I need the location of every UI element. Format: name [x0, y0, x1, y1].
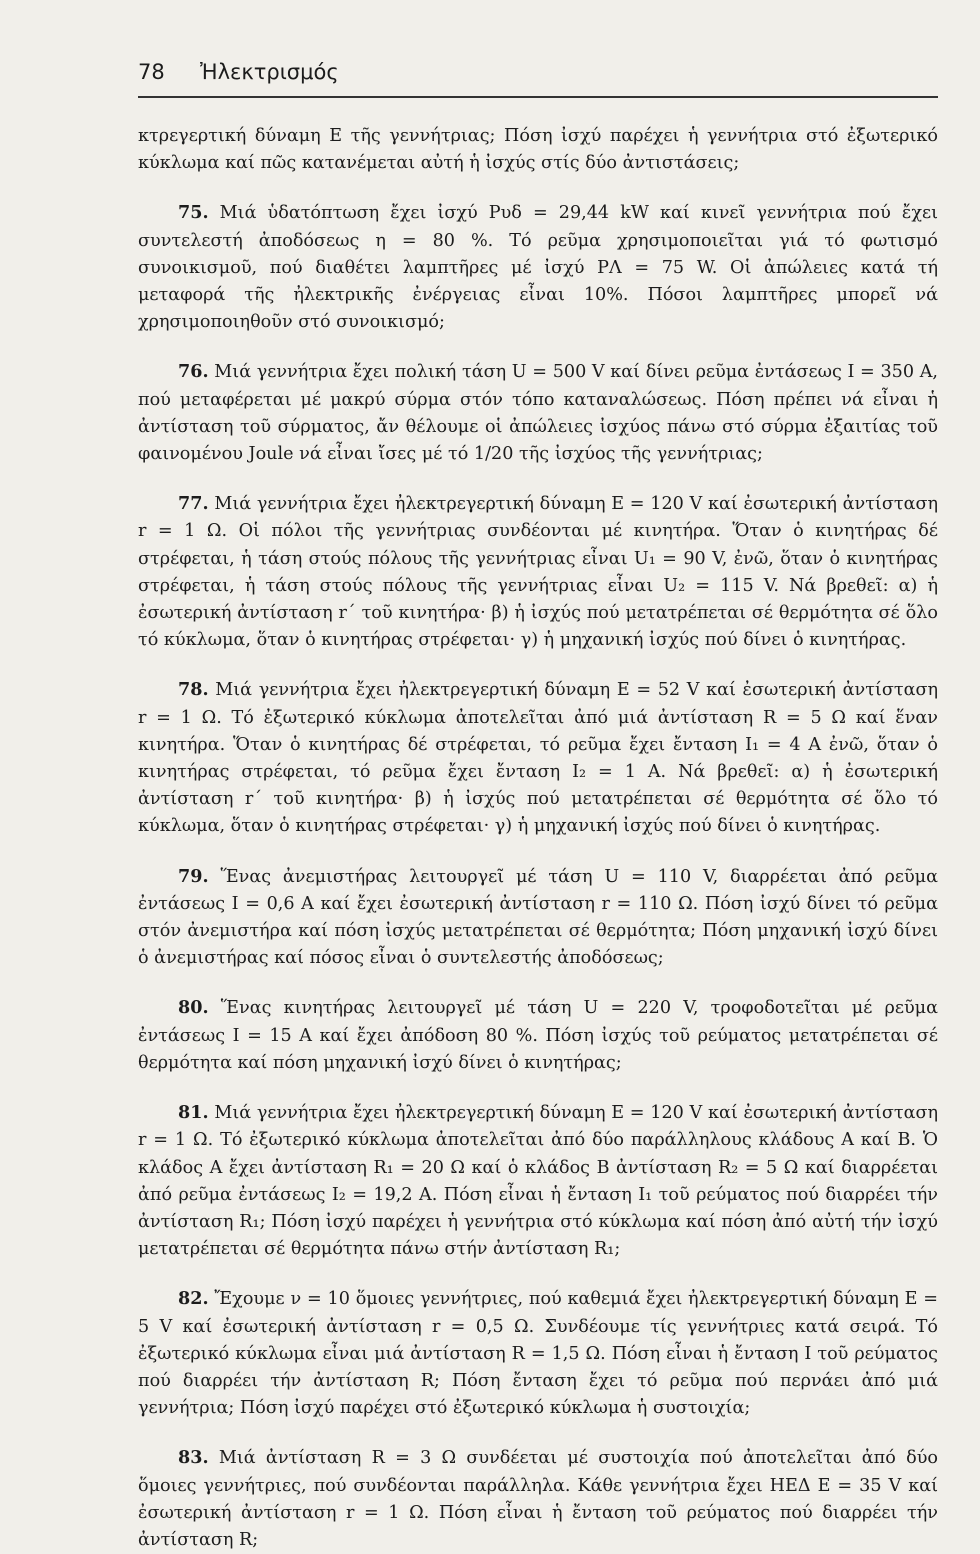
- problem-78: [138, 676, 938, 840]
- problem-82: [138, 1285, 938, 1422]
- header-rule: [138, 96, 938, 98]
- problem-number: 78.: [178, 679, 209, 701]
- problem-81: [138, 1099, 938, 1263]
- problem-number: 82.: [178, 1288, 209, 1310]
- problem-83: [138, 1444, 938, 1554]
- problem-79: [138, 863, 938, 973]
- problem-number: 77.: [178, 493, 209, 515]
- problem-text: Μιά γεννήτρια ἔχει ἠλεκτρεγερτική δύναμη Ε = 52 V καί ἐσωτερική ἀντίσταση r = 1 Ω. Τό ἐξωτερικό κύκλωμα ἀποτελεῖται ἀπό μιά ἀντίσταση R = 5 Ω καί ἕναν κινητήρα. Ὅταν ὁ κινητήρας δέ στρέφεται, τό ρεῦμα ἔχει ἔνταση I₁ = 4 A ἐνῶ, ὅταν ὁ κινητήρας στρέφεται, τό ρεῦμα ἔχει ἔνταση I₂ = 1 A. Νά βρεθεῖ: α) ἡ ἐσωτερική ἀντίσταση r΄ τοῦ κινητήρα· β) ἡ ἰσχύς πού μετατρέπεται σέ θερμότητα σέ ὅλο τό κύκλωμα, ὅταν ὁ κινητήρας στρέφεται· γ) ἡ μηχανική ἰσχύς πού δίνει ὁ κινητήρας.: [138, 680, 939, 837]
- problem-number: 83.: [178, 1447, 209, 1469]
- problem-number: 80.: [178, 997, 209, 1019]
- continuation-paragraph: κτρεγερτική δύναμη Ε τῆς γεννήτριας; Πόση ἰσχύ παρέχει ἡ γεννήτρια στό ἐξωτερικό κύκλωμα καί πῶς κατανέμεται αὐτή ἡ ἰσχύς στίς δύο ἀντιστάσεις;: [138, 126, 938, 174]
- problem-76: [138, 358, 938, 468]
- problem-text: Μιά γεννήτρια ἔχει ἠλεκτρεγερτική δύναμη Ε = 120 V καί ἐσωτερική ἀντίσταση r = 1 Ω. Τό ἐξωτερικό κύκλωμα ἀποτελεῖται ἀπό δύο παράλληλους κλάδους A καί B. Ὁ κλάδος A ἔχει ἀντίσταση R₁ = 20 Ω καί ὁ κλάδος B ἀντίσταση R₂ = 5 Ω καί διαρρέεται ἀπό ρεῦμα ἐντάσεως I₂ = 19,2 A. Πόση εἶναι ἡ ἔνταση I₁ τοῦ ρεύματος πού διαρρέει τήν ἀντίσταση R₁; Πόση ἰσχύ παρέχει ἡ γεννήτρια στό κύκλωμα καί πόση ἀπό αὐτή τήν ἰσχύ μετατρέπεται σέ θερμότητα πάνω στήν ἀντίσταση R₁;: [138, 1103, 939, 1260]
- problem-number: 76.: [178, 361, 209, 383]
- problem-text: Μιά ὑδατόπτωση ἔχει ἰσχύ Pυδ = 29,44 kW καί κινεῖ γεννήτρια πού ἔχει συντελεστή ἀποδόσεως η = 80 %. Τό ρεῦμα χρησιμοποιεῖται γιά τό φωτισμό συνοικισμοῦ, πού διαθέτει λαμπτῆρες μέ ἰσχύ PΛ = 75 W. Οἱ ἀπώλειες κατά τή μεταφορά τῆς ἠλεκτρικῆς ἐνέργειας εἶναι 10%. Πόσοι λαμπτῆρες μπορεῖ νά χρησιμοποιηθοῦν στό συνοικισμό;: [138, 203, 938, 333]
- running-title: Ἠλεκτρισμός: [200, 60, 339, 84]
- problem-text: Μιά γεννήτρια ἔχει πολική τάση U = 500 V καί δίνει ρεῦμα ἐντάσεως I = 350 A, πού μεταφέρεται μέ μακρύ σύρμα στόν τόπο καταναλώσεως. Πόση πρέπει νά εἶναι ἡ ἀντίσταση τοῦ σύρματος, ἄν θέλουμε οἱ ἀπώλειες ἰσχύος πάνω στό σύρμα ἐξαιτίας τοῦ φαινομένου Joule νά εἶναι ἴσες μέ τό 1/20 τῆς ἰσχύος τῆς γεννήτριας;: [138, 362, 938, 465]
- problem-text: Ἕνας ἀνεμιστήρας λειτουργεῖ μέ τάση U = 110 V, διαρρέεται ἀπό ρεῦμα ἐντάσεως I = 0,6 A καί ἔχει ἐσωτερική ἀντίσταση r = 110 Ω. Πόση ἰσχύ δίνει τό ρεῦμα στόν ἀνεμιστήρα καί πόση ἰσχύς μετατρέπεται σέ θερμότητα; Πόση μηχανική ἰσχύ δίνει ὁ ἀνεμιστήρας καί πόσος εἶναι ὁ συντελεστής ἀποδόσεως;: [138, 866, 938, 969]
- page-header: [138, 56, 938, 92]
- problem-75: [138, 199, 938, 336]
- problem-77: [138, 490, 938, 654]
- problem-number: 81.: [178, 1102, 209, 1124]
- problem-text: Μιά γεννήτρια ἔχει ἠλεκτρεγερτική δύναμη Ε = 120 V καί ἐσωτερική ἀντίσταση r = 1 Ω. Οἱ πόλοι τῆς γεννήτριας συνδέονται μέ κινητήρα. Ὅταν ὁ κινητήρας δέ στρέφεται, ἡ τάση στούς πόλους τῆς γεννήτριας εἶναι U₁ = 90 V, ἐνῶ, ὅταν ὁ κινητήρας στρέφεται, ἡ τάση στούς πόλους τῆς γεννήτριας εἶναι U₂ = 115 V. Νά βρεθεῖ: α) ἡ ἐσωτερική ἀντίσταση r΄ τοῦ κινητήρα· β) ἡ ἰσχύς πού μετατρέπεται σέ θερμότητα σέ ὅλο τό κύκλωμα, ὅταν ὁ κινητήρας στρέφεται· γ) ἡ μηχανική ἰσχύς πού δίνει ὁ κινητήρας.: [138, 494, 939, 651]
- body-text: [138, 123, 938, 1554]
- problem-text: Μιά ἀντίσταση R = 3 Ω συνδέεται μέ συστοιχία πού ἀποτελεῖται ἀπό δύο ὅμοιες γεννήτριες, πού συνδέονται παράλληλα. Κάθε γεννήτρια ἔχει ΗΕΔ Ε = 35 V καί ἐσωτερική ἀντίσταση r = 1 Ω. Πόση εἶναι ἡ ἔνταση τοῦ ρεύματος πού διαρρέει τήν ἀντίσταση R;: [138, 1448, 938, 1550]
- problem-text: Ἔχουμε ν = 10 ὅμοιες γεννήτριες, πού καθεμιά ἔχει ἠλεκτρεγερτική δύναμη Ε = 5 V καί ἐσωτερική ἀντίσταση r = 0,5 Ω. Συνδέουμε τίς γεννήτριες κατά σειρά. Τό ἐξωτερικό κύκλωμα εἶναι μιά ἀντίσταση R = 1,5 Ω. Πόση εἶναι ἡ ἔνταση I τοῦ ρεύματος πού διαρρέει τήν ἀντίσταση R; Πόση ἔνταση ἔχει τό ρεῦμα πού περνάει ἀπό μιά γεννήτρια; Πόση ἰσχύ παρέχει στό ἐξωτερικό κύκλωμα ἡ συστοιχία;: [138, 1289, 939, 1419]
- problem-text: Ἕνας κινητήρας λειτουργεῖ μέ τάση U = 220 V, τροφοδοτεῖται μέ ρεῦμα ἐντάσεως I = 15 A καί ἔχει ἀπόδοση 80 %. Πόση ἰσχύς τοῦ ρεύματος μετατρέπεται σέ θερμότητα καί πόση μηχανική ἰσχύ δίνει ὁ κινητήρας;: [138, 998, 939, 1073]
- page-number: 78: [138, 60, 165, 84]
- problem-80: [138, 994, 938, 1077]
- problem-number: 79.: [178, 865, 209, 887]
- problem-number: 75.: [178, 202, 209, 224]
